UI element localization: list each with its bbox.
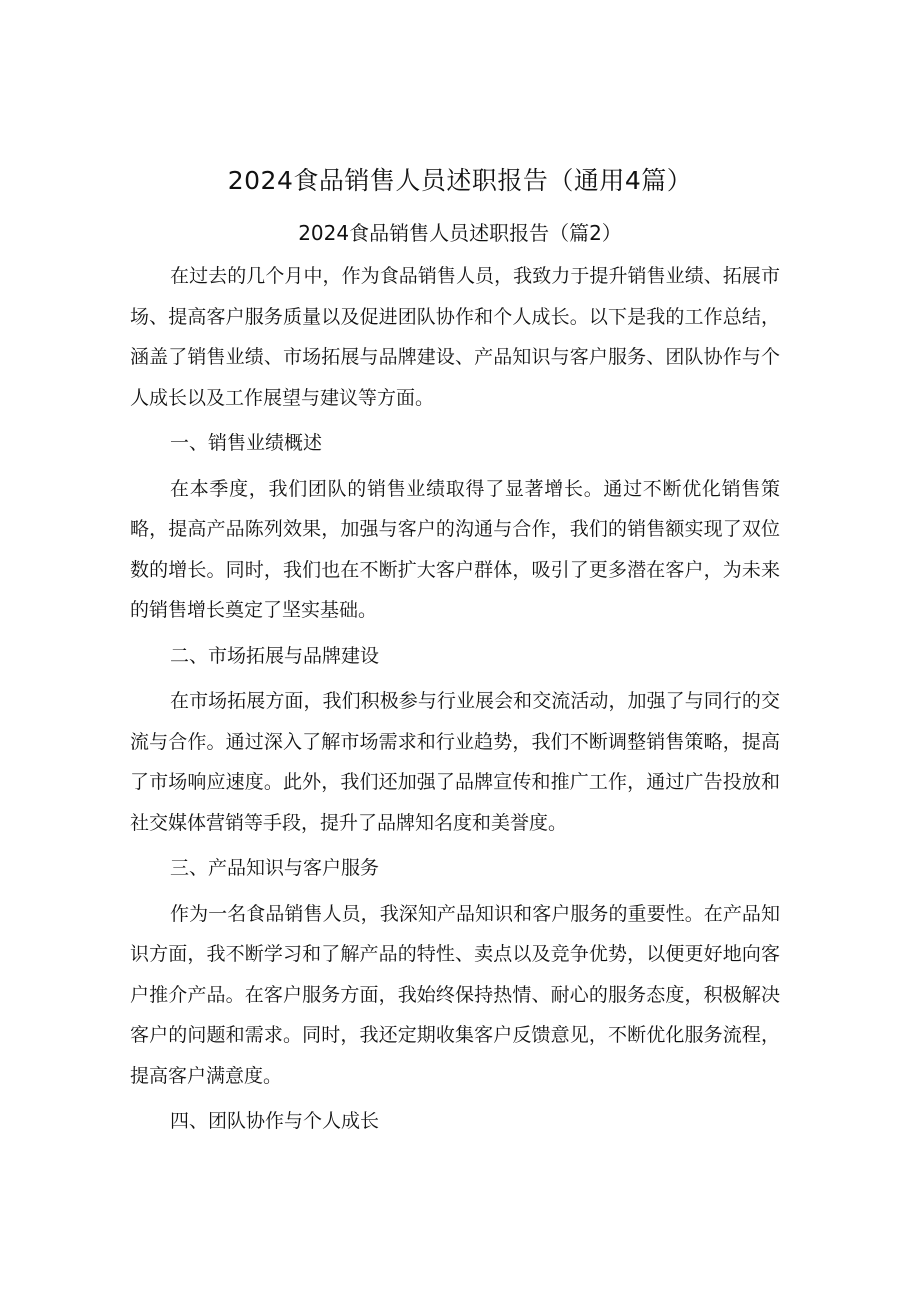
intro-paragraph: 在过去的几个月中，作为食品销售人员，我致力于提升销售业绩、拓展市场、提高客户服务质量以及促进团队协作和个人成长。以下是我的工作总结，涵盖了销售业绩、市场拓展与品牌建设、产品知识与客户服务、团队协作与个人成长以及工作展望与建议等方面。	[130, 265, 780, 409]
section-heading-product: 三、产品知识与客户服务	[170, 857, 380, 879]
document-subtitle: 2024食品销售人员述职报告（篇2）	[298, 221, 622, 245]
section-body-product: 作为一名食品销售人员，我深知产品知识和客户服务的重要性。在产品知识方面，我不断学习和了解产品的特性、卖点以及竞争优势，以便更好地向客户推介产品。在客户服务方面，我始终保持热情、耐心的服务态度，积极解决客户的问题和需求。同时，我还定期收集客户反馈意见，不断优化服务流程，提高客户满意度。	[130, 902, 780, 1087]
section-heading-market: 二、市场拓展与品牌建设	[170, 644, 380, 667]
document-title: 2024食品销售人员述职报告（通用4篇）	[227, 166, 693, 195]
document-body	[130, 256, 780, 1147]
section-body-market: 在市场拓展方面，我们积极参与行业展会和交流活动，加强了与同行的交流与合作。通过深入了解市场需求和行业趋势，我们不断调整销售策略，提高了市场响应速度。此外，我们还加强了品牌宣传和推广工作，通过广告投放和社交媒体营销等手段，提升了品牌知名度和美誉度。	[130, 690, 780, 834]
section-body-sales: 在本季度，我们团队的销售业绩取得了显著增长。通过不断优化销售策略，提高产品陈列效果，加强与客户的沟通与合作，我们的销售额实现了双位数的增长。同时，我们也在不断扩大客户群体，吸引了更多潜在客户，为未来的销售增长奠定了坚实基础。	[130, 477, 780, 621]
section-heading-team: 四、团队协作与个人成长	[170, 1110, 380, 1132]
section-heading-sales: 一、销售业绩概述	[170, 432, 323, 454]
